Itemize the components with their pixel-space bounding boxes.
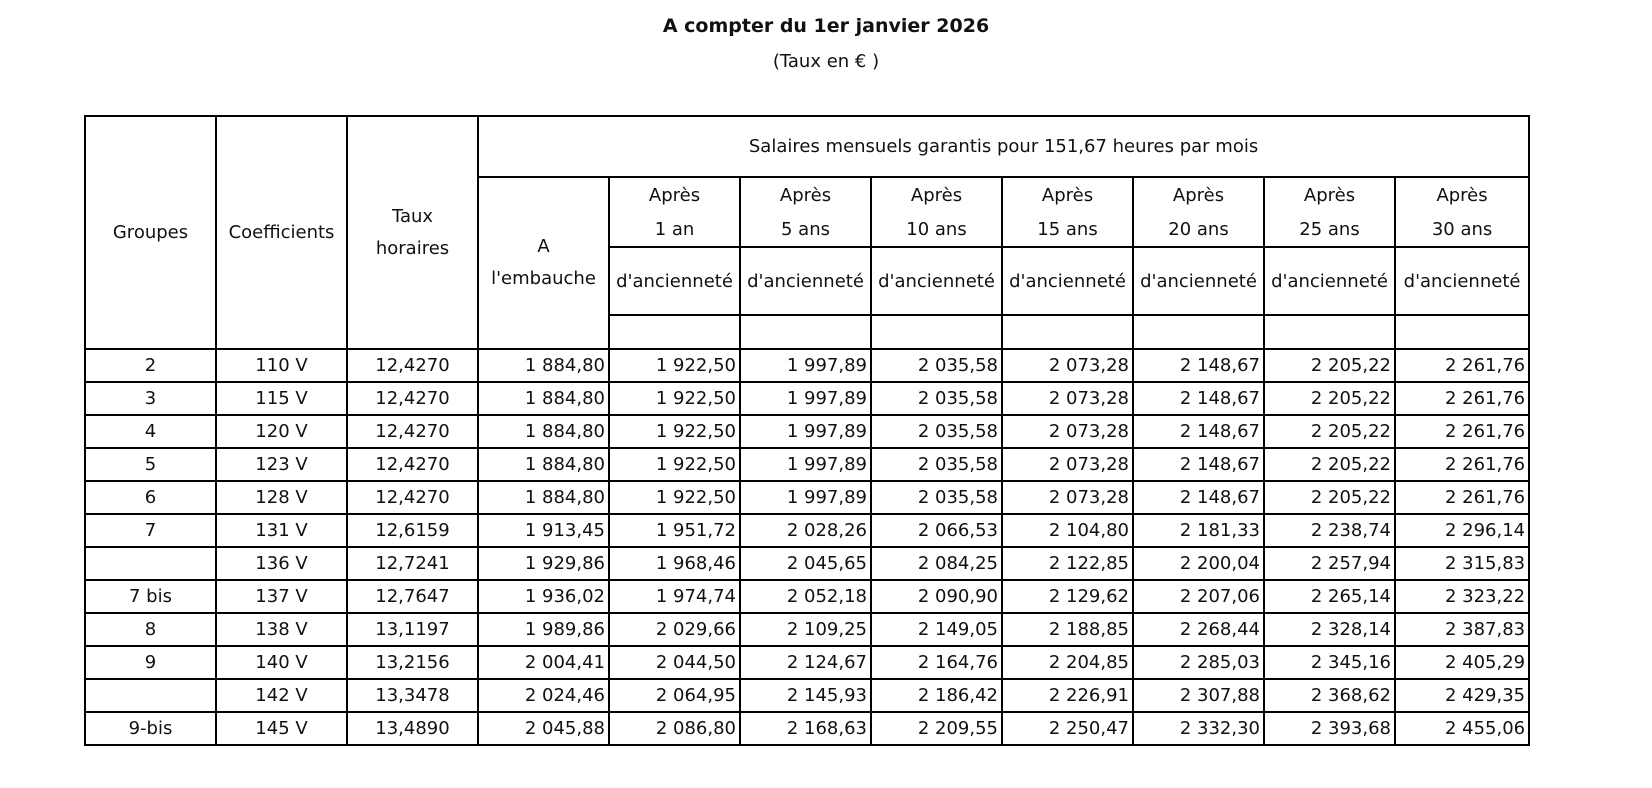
cell-coefficient: 120 V: [216, 415, 347, 448]
header-blank-cell: [1002, 315, 1133, 349]
cell-salaire: 1 913,45: [478, 514, 609, 547]
cell-salaire: 2 393,68: [1264, 712, 1395, 745]
cell-salaire: 2 035,58: [871, 481, 1002, 514]
cell-salaire: 2 261,76: [1395, 349, 1529, 382]
cell-salaire: 1 929,86: [478, 547, 609, 580]
cell-salaire: 2 090,90: [871, 580, 1002, 613]
cell-salaire: 2 168,63: [740, 712, 871, 745]
cell-salaire: 2 205,22: [1264, 415, 1395, 448]
header-anciennete: d'ancienneté: [1264, 247, 1395, 315]
cell-salaire: 1 884,80: [478, 349, 609, 382]
cell-salaire: 1 884,80: [478, 481, 609, 514]
cell-salaire: 1 951,72: [609, 514, 740, 547]
header-anciennete: d'ancienneté: [609, 247, 740, 315]
cell-salaire: 1 884,80: [478, 415, 609, 448]
cell-groupe: 7: [85, 514, 216, 547]
header-duration: 10 ans: [871, 213, 1002, 247]
cell-coefficient: 142 V: [216, 679, 347, 712]
table-row: [85, 415, 1529, 448]
cell-taux: 13,3478: [347, 679, 478, 712]
cell-groupe: 3: [85, 382, 216, 415]
header-blank-cell: [1395, 315, 1529, 349]
cell-salaire: 1 936,02: [478, 580, 609, 613]
cell-salaire: 2 205,22: [1264, 349, 1395, 382]
cell-coefficient: 136 V: [216, 547, 347, 580]
cell-salaire: 2 332,30: [1133, 712, 1264, 745]
cell-salaire: 2 145,93: [740, 679, 871, 712]
cell-salaire: 2 188,85: [1002, 613, 1133, 646]
cell-salaire: 2 164,76: [871, 646, 1002, 679]
cell-salaire: 2 073,28: [1002, 448, 1133, 481]
cell-salaire: 2 148,67: [1133, 415, 1264, 448]
header-blank-cell: [609, 315, 740, 349]
cell-coefficient: 128 V: [216, 481, 347, 514]
cell-salaire: 1 968,46: [609, 547, 740, 580]
header-apres: Après: [1264, 177, 1395, 213]
cell-salaire: 1 922,50: [609, 349, 740, 382]
cell-salaire: 2 066,53: [871, 514, 1002, 547]
cell-salaire: 2 149,05: [871, 613, 1002, 646]
cell-taux: 12,4270: [347, 382, 478, 415]
cell-groupe: 9: [85, 646, 216, 679]
cell-salaire: 2 261,76: [1395, 481, 1529, 514]
cell-salaire: 2 104,80: [1002, 514, 1133, 547]
header-embauche: [478, 177, 609, 349]
table-body: [85, 349, 1529, 745]
cell-groupe: 5: [85, 448, 216, 481]
cell-salaire: 2 064,95: [609, 679, 740, 712]
cell-groupe: 4: [85, 415, 216, 448]
cell-taux: 12,4270: [347, 415, 478, 448]
cell-salaire: 2 148,67: [1133, 448, 1264, 481]
cell-salaire: 2 315,83: [1395, 547, 1529, 580]
header-taux-line2: horaires: [375, 237, 450, 259]
cell-salaire: 2 073,28: [1002, 415, 1133, 448]
cell-salaire: 2 209,55: [871, 712, 1002, 745]
header-embauche-line1: A: [537, 236, 550, 257]
cell-salaire: 2 109,25: [740, 613, 871, 646]
cell-salaire: 1 884,80: [478, 382, 609, 415]
cell-coefficient: 115 V: [216, 382, 347, 415]
cell-salaire: 2 204,85: [1002, 646, 1133, 679]
cell-salaire: 2 205,22: [1264, 481, 1395, 514]
header-blank-cell: [1133, 315, 1264, 349]
cell-salaire: 2 148,67: [1133, 481, 1264, 514]
cell-groupe: 8: [85, 613, 216, 646]
table-row: [85, 580, 1529, 613]
header-apres: Après: [740, 177, 871, 213]
table-row: [85, 547, 1529, 580]
header-anciennete: d'ancienneté: [1133, 247, 1264, 315]
header-blank-cell: [740, 315, 871, 349]
header-duration: 25 ans: [1264, 213, 1395, 247]
cell-salaire: 2 261,76: [1395, 415, 1529, 448]
cell-salaire: 2 265,14: [1264, 580, 1395, 613]
cell-salaire: 1 922,50: [609, 481, 740, 514]
cell-salaire: 1 997,89: [740, 415, 871, 448]
cell-salaire: 2 323,22: [1395, 580, 1529, 613]
cell-salaire: 2 296,14: [1395, 514, 1529, 547]
cell-salaire: 2 129,62: [1002, 580, 1133, 613]
salary-table: [84, 115, 1530, 746]
header-duration: 5 ans: [740, 213, 871, 247]
header-anciennete: d'ancienneté: [740, 247, 871, 315]
cell-taux: 13,2156: [347, 646, 478, 679]
cell-salaire: 1 974,74: [609, 580, 740, 613]
cell-coefficient: 145 V: [216, 712, 347, 745]
cell-salaire: 2 073,28: [1002, 382, 1133, 415]
cell-groupe: 2: [85, 349, 216, 382]
cell-salaire: 1 997,89: [740, 448, 871, 481]
cell-taux: 12,6159: [347, 514, 478, 547]
header-duration: 30 ans: [1395, 213, 1529, 247]
cell-salaire: 2 044,50: [609, 646, 740, 679]
header-apres: Après: [1133, 177, 1264, 213]
header-blank-cell: [871, 315, 1002, 349]
cell-salaire: 2 052,18: [740, 580, 871, 613]
cell-salaire: 2 455,06: [1395, 712, 1529, 745]
cell-salaire: 2 405,29: [1395, 646, 1529, 679]
cell-salaire: 2 124,67: [740, 646, 871, 679]
cell-salaire: 2 257,94: [1264, 547, 1395, 580]
cell-salaire: 2 148,67: [1133, 349, 1264, 382]
cell-salaire: 2 122,85: [1002, 547, 1133, 580]
cell-taux: 12,4270: [347, 349, 478, 382]
header-apres: Après: [1002, 177, 1133, 213]
cell-salaire: 2 207,06: [1133, 580, 1264, 613]
header-anciennete: d'ancienneté: [871, 247, 1002, 315]
cell-salaire: 1 884,80: [478, 448, 609, 481]
cell-coefficient: 138 V: [216, 613, 347, 646]
header-apres: Après: [609, 177, 740, 213]
cell-groupe: [85, 547, 216, 580]
cell-salaire: 2 029,66: [609, 613, 740, 646]
cell-salaire: 2 084,25: [871, 547, 1002, 580]
cell-salaire: 2 035,58: [871, 382, 1002, 415]
page-subtitle: (Taux en € ): [772, 51, 880, 72]
cell-salaire: 2 250,47: [1002, 712, 1133, 745]
page-title: A compter du 1er janvier 2026: [662, 15, 990, 37]
header-duration: 20 ans: [1133, 213, 1264, 247]
cell-salaire: 1 997,89: [740, 349, 871, 382]
cell-salaire: 2 328,14: [1264, 613, 1395, 646]
cell-salaire: 2 073,28: [1002, 349, 1133, 382]
cell-taux: 13,1197: [347, 613, 478, 646]
cell-salaire: 2 035,58: [871, 349, 1002, 382]
cell-groupe: 6: [85, 481, 216, 514]
table-header: [85, 116, 1529, 349]
cell-salaire: 2 200,04: [1133, 547, 1264, 580]
cell-taux: 12,4270: [347, 481, 478, 514]
table-row: [85, 481, 1529, 514]
cell-salaire: 2 045,88: [478, 712, 609, 745]
cell-salaire: 2 429,35: [1395, 679, 1529, 712]
header-anciennete: d'ancienneté: [1395, 247, 1529, 315]
cell-salaire: 2 086,80: [609, 712, 740, 745]
cell-salaire: 2 238,74: [1264, 514, 1395, 547]
cell-salaire: 1 922,50: [609, 448, 740, 481]
cell-groupe: [85, 679, 216, 712]
cell-salaire: 2 186,42: [871, 679, 1002, 712]
cell-salaire: 1 989,86: [478, 613, 609, 646]
cell-groupe: 9-bis: [85, 712, 216, 745]
header-blank-cell: [1264, 315, 1395, 349]
cell-salaire: 2 035,58: [871, 415, 1002, 448]
cell-taux: 12,7241: [347, 547, 478, 580]
cell-salaire: 2 205,22: [1264, 448, 1395, 481]
cell-salaire: 2 261,76: [1395, 448, 1529, 481]
cell-salaire: 2 004,41: [478, 646, 609, 679]
cell-salaire: 2 307,88: [1133, 679, 1264, 712]
cell-salaire: 2 285,03: [1133, 646, 1264, 679]
cell-salaire: 2 181,33: [1133, 514, 1264, 547]
table-row: [85, 646, 1529, 679]
cell-coefficient: 140 V: [216, 646, 347, 679]
table-row: [85, 613, 1529, 646]
table-row: [85, 382, 1529, 415]
cell-salaire: 2 226,91: [1002, 679, 1133, 712]
table-row: [85, 448, 1529, 481]
header-taux-horaires: [347, 116, 478, 349]
cell-salaire: 1 997,89: [740, 382, 871, 415]
table-row: [85, 712, 1529, 745]
cell-salaire: 2 148,67: [1133, 382, 1264, 415]
cell-salaire: 2 035,58: [871, 448, 1002, 481]
cell-salaire: 1 922,50: [609, 382, 740, 415]
cell-salaire: 2 368,62: [1264, 679, 1395, 712]
cell-salaire: 1 922,50: [609, 415, 740, 448]
cell-coefficient: 123 V: [216, 448, 347, 481]
cell-salaire: 2 205,22: [1264, 382, 1395, 415]
header-taux-line1: Taux: [391, 205, 434, 227]
cell-salaire: 2 073,28: [1002, 481, 1133, 514]
header-embauche-line2: l'embauche: [491, 268, 596, 289]
table-row: [85, 514, 1529, 547]
cell-salaire: 2 261,76: [1395, 382, 1529, 415]
cell-salaire: 2 345,16: [1264, 646, 1395, 679]
header-groupes: Groupes: [85, 116, 216, 349]
table-row: [85, 679, 1529, 712]
header-anciennete: d'ancienneté: [1002, 247, 1133, 315]
cell-salaire: 1 997,89: [740, 481, 871, 514]
header-salaires-span: Salaires mensuels garantis pour 151,67 heures par mois: [478, 116, 1529, 177]
cell-salaire: 2 028,26: [740, 514, 871, 547]
cell-coefficient: 131 V: [216, 514, 347, 547]
cell-taux: 12,4270: [347, 448, 478, 481]
cell-taux: 13,4890: [347, 712, 478, 745]
cell-taux: 12,7647: [347, 580, 478, 613]
table-row: [85, 349, 1529, 382]
cell-salaire: 2 387,83: [1395, 613, 1529, 646]
header-duration: 15 ans: [1002, 213, 1133, 247]
cell-coefficient: 137 V: [216, 580, 347, 613]
cell-coefficient: 110 V: [216, 349, 347, 382]
cell-salaire: 2 268,44: [1133, 613, 1264, 646]
cell-groupe: 7 bis: [85, 580, 216, 613]
header-apres: Après: [1395, 177, 1529, 213]
cell-salaire: 2 024,46: [478, 679, 609, 712]
cell-salaire: 2 045,65: [740, 547, 871, 580]
header-duration: 1 an: [609, 213, 740, 247]
header-coefficients: Coefficients: [216, 116, 347, 349]
header-apres: Après: [871, 177, 1002, 213]
